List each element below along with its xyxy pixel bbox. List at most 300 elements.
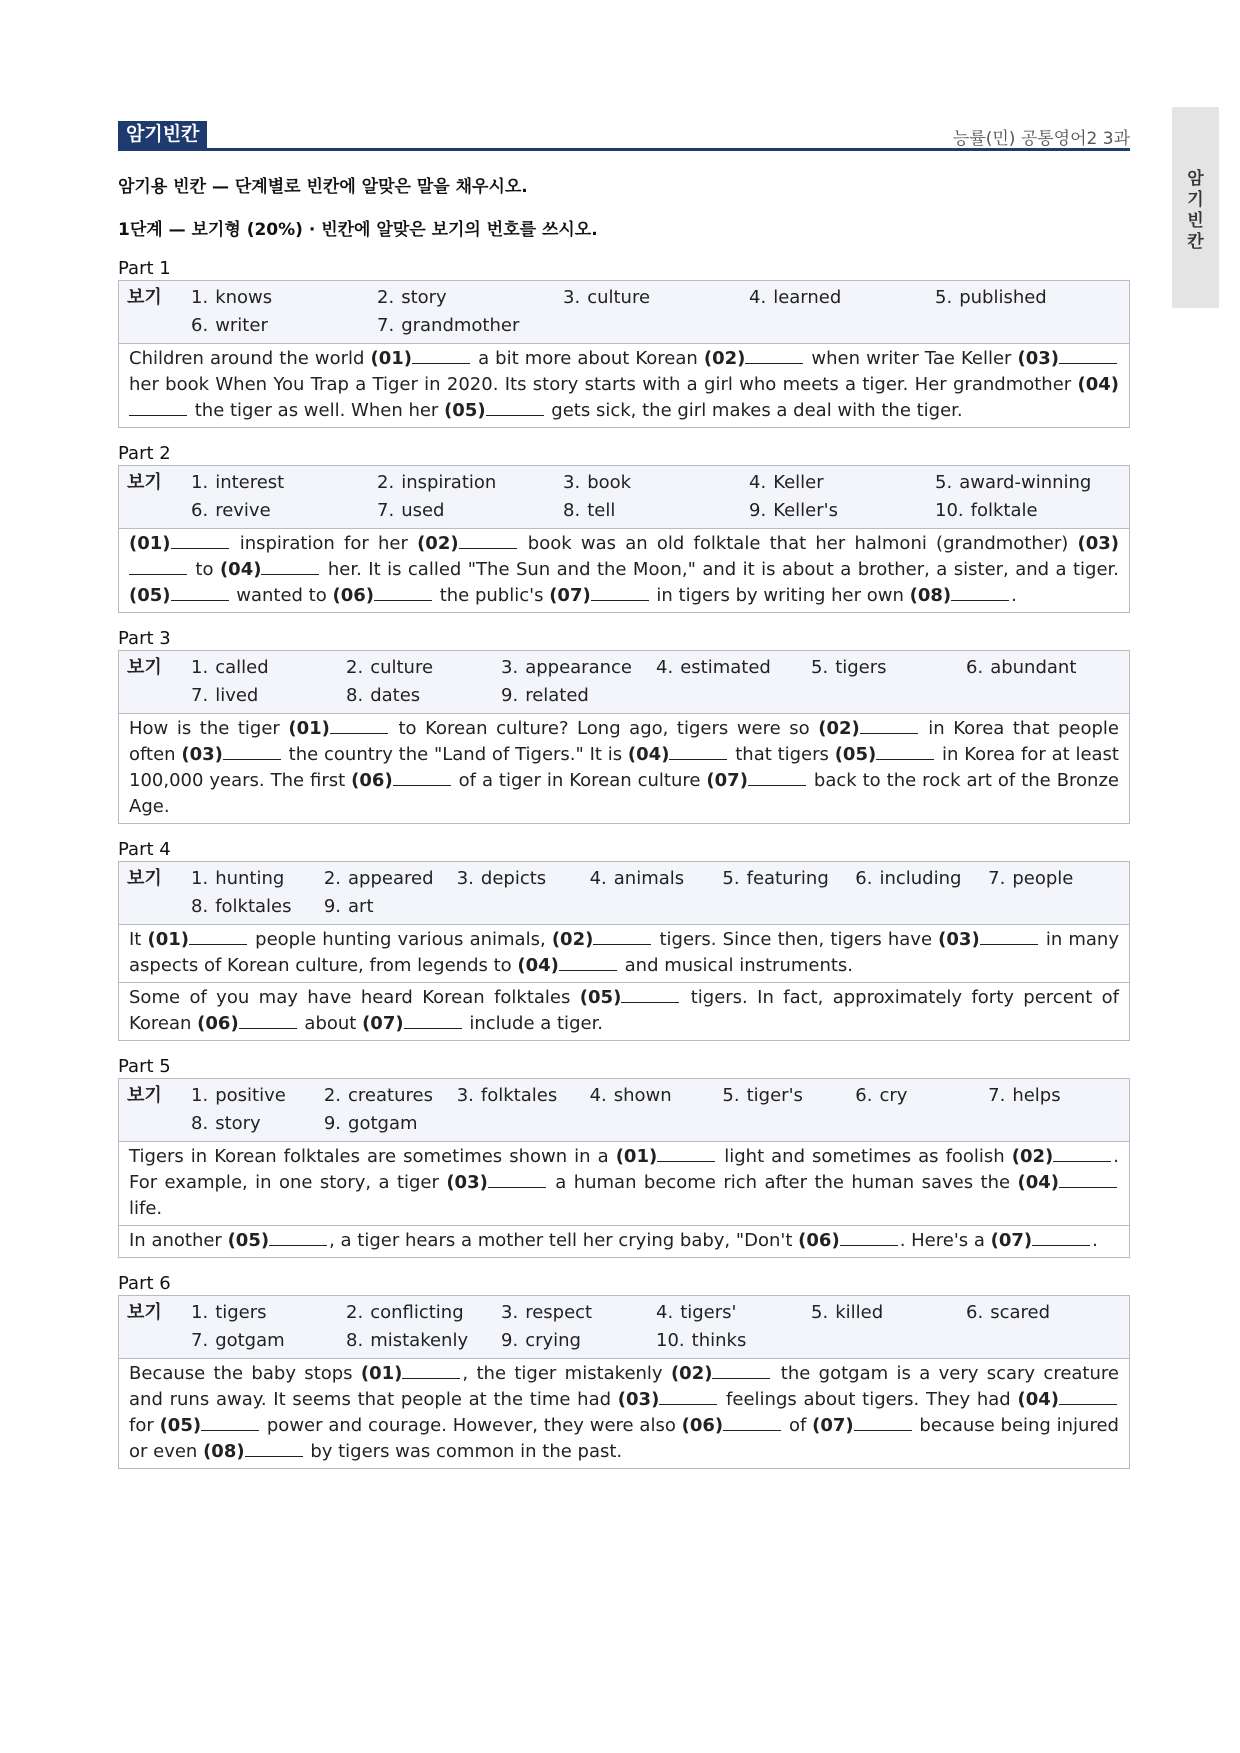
choice-number: 1. [191, 1085, 209, 1106]
passage-fragment: tigers. Since then, tigers have [653, 929, 939, 950]
passage-fragment: by tigers was common in the past. [304, 1441, 623, 1462]
blank-number: (05) [129, 585, 171, 606]
choice-number: 3. [456, 868, 474, 889]
choice-item [966, 654, 1121, 682]
choice-item [749, 284, 935, 312]
choice-number: 8. [346, 1330, 364, 1351]
blank-number: (01) [615, 1146, 658, 1167]
choice-number: 10. [656, 1330, 685, 1351]
choice-box-label: 보기 [127, 868, 162, 889]
passage-text [119, 344, 1129, 427]
passage-fragment: life. [129, 1198, 163, 1219]
answer-blank[interactable] [223, 742, 281, 760]
choice-word: inspiration [401, 472, 497, 493]
choice-word: story [215, 1113, 261, 1134]
answer-blank[interactable] [591, 583, 649, 601]
choice-item [457, 1082, 590, 1110]
choice-word: tiger's [746, 1085, 803, 1106]
answer-blank[interactable] [201, 1413, 259, 1431]
choice-box-label: 보기 [127, 1302, 162, 1323]
choice-number: 5. [935, 472, 953, 493]
choice-box [119, 862, 1129, 925]
blank-number: (04) [1017, 1172, 1059, 1193]
part-label: Part 5 [118, 1056, 171, 1077]
passage-fragment: to [189, 559, 220, 580]
blank-number: (05) [227, 1230, 270, 1251]
passage-fragment: , a tiger hears a mother tell her crying baby, "Don't [329, 1230, 799, 1251]
choice-number: 5. [935, 287, 953, 308]
page-header [118, 118, 1130, 151]
choice-word: Keller [773, 472, 824, 493]
passage-fragment: gets sick, the girl makes a deal with the tiger. [545, 400, 963, 421]
blank-number: (06) [681, 1415, 724, 1436]
passage-fragment: Some of you may have heard Korean folktales [129, 987, 580, 1008]
choice-word: mistakenly [370, 1330, 469, 1351]
choice-item [988, 1082, 1121, 1110]
passage-fragment: the tiger as well. When her [189, 400, 445, 421]
blank-number: (03) [446, 1172, 488, 1193]
blank-number: (07) [549, 585, 591, 606]
choice-word: learned [773, 287, 842, 308]
answer-blank[interactable] [1053, 1144, 1111, 1162]
choice-box-label: 보기 [127, 287, 162, 308]
answer-blank[interactable] [876, 742, 934, 760]
choice-number: 7. [377, 315, 395, 336]
choice-word: shown [613, 1085, 672, 1106]
choice-number: 8. [346, 685, 364, 706]
answer-blank[interactable] [486, 398, 544, 416]
choice-item [590, 865, 723, 893]
answer-blank[interactable] [412, 346, 470, 364]
blank-number: (03) [617, 1389, 660, 1410]
choice-item [346, 682, 501, 710]
choice-word: interest [215, 472, 285, 493]
answer-blank[interactable] [402, 1361, 460, 1379]
answer-blank[interactable] [593, 927, 651, 945]
choice-item [855, 865, 988, 893]
choice-number: 10. [935, 500, 964, 521]
choice-number: 9. [501, 1330, 519, 1351]
answer-blank[interactable] [269, 1228, 327, 1246]
choice-item [191, 682, 346, 710]
answer-blank[interactable] [374, 583, 432, 601]
choice-number: 3. [563, 287, 581, 308]
part-box [118, 650, 1130, 824]
choice-word: creatures [348, 1085, 433, 1106]
blank-number: (03) [1077, 533, 1119, 554]
answer-blank[interactable] [171, 531, 229, 549]
choice-number: 6. [855, 1085, 873, 1106]
passage-fragment: . [1011, 585, 1017, 606]
answer-blank[interactable] [669, 742, 727, 760]
choice-item [346, 654, 501, 682]
choice-word: thinks [691, 1330, 747, 1351]
choice-number: 4. [589, 868, 607, 889]
choice-word: gotgam [215, 1330, 285, 1351]
passage-fragment: back to the rock art of the Bronze Age. [129, 770, 1119, 817]
answer-blank[interactable] [459, 531, 517, 549]
choice-item [855, 1082, 988, 1110]
blank-number: (06) [197, 1013, 239, 1034]
choice-number: 6. [191, 500, 209, 521]
blank-number: (02) [670, 1363, 713, 1384]
passage-text [119, 925, 1129, 983]
choice-word: killed [835, 1302, 884, 1323]
blank-number: (07) [706, 770, 748, 791]
passage-fragment: that tigers [729, 744, 835, 765]
passage-fragment: Children around the world [129, 348, 371, 369]
answer-blank[interactable] [860, 716, 918, 734]
parts-container [118, 258, 1130, 1484]
answer-blank[interactable] [745, 346, 803, 364]
answer-blank[interactable] [129, 398, 187, 416]
choice-list [191, 865, 1121, 921]
choice-item [191, 312, 377, 340]
choice-number: 2. [323, 1085, 342, 1106]
passage-fragment: to Korean culture? Long ago, tigers were so [389, 718, 819, 739]
choice-number: 4. [749, 472, 767, 493]
passage-text [119, 529, 1129, 612]
choice-item [324, 893, 457, 921]
choice-word: gotgam [348, 1113, 418, 1134]
choice-word: helps [1012, 1085, 1061, 1106]
choice-item [935, 469, 1121, 497]
passage-text [119, 1359, 1129, 1468]
choice-item [191, 865, 324, 893]
part-section [118, 839, 1130, 1041]
choice-word: respect [525, 1302, 593, 1323]
choice-number: 9. [501, 685, 519, 706]
part-box [118, 280, 1130, 428]
choice-word: art [348, 896, 374, 917]
passage-fragment: book was an old folktale that her halmoni (grandmother) [518, 533, 1078, 554]
choice-number: 1. [191, 657, 209, 678]
choice-box [119, 651, 1129, 714]
passage-fragment: , the tiger mistakenly [462, 1363, 671, 1384]
blank-number: (03) [938, 929, 980, 950]
answer-blank[interactable] [621, 985, 679, 1003]
answer-blank[interactable] [488, 1170, 546, 1188]
blank-number: (02) [818, 718, 860, 739]
choice-box-label: 보기 [127, 1085, 162, 1106]
choice-word: dates [370, 685, 421, 706]
blank-number: (04) [627, 744, 670, 765]
choice-word: tigers [215, 1302, 267, 1323]
part-section [118, 1273, 1130, 1469]
answer-blank[interactable] [723, 1413, 781, 1431]
choice-item [811, 1299, 966, 1327]
choice-number: 4. [749, 287, 767, 308]
choice-word: award-winning [959, 472, 1092, 493]
choice-number: 2. [323, 868, 342, 889]
answer-blank[interactable] [712, 1361, 770, 1379]
part-box [118, 861, 1130, 1041]
passage-fragment: people hunting various animals, [249, 929, 552, 950]
blank-number: (01) [360, 1363, 403, 1384]
choice-item [191, 1299, 346, 1327]
choice-item [377, 312, 563, 340]
blank-number: (07) [812, 1415, 854, 1436]
choice-item [501, 682, 656, 710]
choice-number: 4. [656, 657, 674, 678]
choice-word: culture [370, 657, 434, 678]
choice-word: tell [587, 500, 616, 521]
part-label: Part 2 [118, 443, 171, 464]
answer-blank[interactable] [1032, 1228, 1090, 1246]
blank-number: (07) [362, 1013, 404, 1034]
choice-word: including [879, 868, 962, 889]
passage-fragment: in Korea that people often [129, 718, 1119, 765]
choice-number: 8. [191, 1113, 209, 1134]
passage-fragment: a human become rich after the human saves the [547, 1172, 1018, 1193]
part-label: Part 6 [118, 1273, 171, 1294]
passage-fragment: . For example, in one story, a tiger [129, 1146, 1119, 1193]
choice-number: 6. [855, 868, 873, 889]
blank-number: (05) [444, 400, 486, 421]
answer-blank[interactable] [129, 557, 187, 575]
choice-item [377, 469, 563, 497]
choice-number: 4. [589, 1085, 607, 1106]
choice-item [324, 1110, 457, 1138]
choice-number: 3. [563, 472, 581, 493]
passage-fragment: . Here's a [899, 1230, 991, 1251]
choice-number: 1. [191, 1302, 209, 1323]
main-instruction: 암기용 빈칸 — 단계별로 빈칸에 알맞은 말을 채우시오. [118, 177, 528, 197]
choice-number: 6. [191, 315, 209, 336]
passage-fragment: feelings about tigers. They had [719, 1389, 1018, 1410]
choice-word: people [1012, 868, 1074, 889]
choice-box-label: 보기 [127, 657, 162, 678]
choice-item [191, 654, 346, 682]
part-label: Part 1 [118, 258, 171, 279]
choice-number: 3. [501, 657, 519, 678]
blank-number: (04) [517, 955, 559, 976]
passage-text [119, 1226, 1129, 1257]
part-label: Part 3 [118, 628, 171, 649]
choice-item [811, 654, 966, 682]
choice-item [191, 1110, 324, 1138]
blank-number: (05) [834, 744, 877, 765]
blank-number: (06) [798, 1230, 840, 1251]
choice-list [191, 654, 1121, 710]
choice-number: 2. [377, 287, 395, 308]
part-box [118, 465, 1130, 613]
blank-number: (04) [1077, 374, 1119, 395]
passage-fragment: when writer Tae Keller [805, 348, 1018, 369]
choice-word: positive [215, 1085, 286, 1106]
choice-word: folktales [215, 896, 292, 917]
choice-item [501, 1327, 656, 1355]
blank-number: (08) [909, 585, 952, 606]
choice-number: 7. [988, 868, 1006, 889]
part-box [118, 1078, 1130, 1258]
answer-blank[interactable] [1059, 346, 1117, 364]
choice-number: 5. [722, 1085, 740, 1106]
choice-number: 1. [191, 287, 209, 308]
choice-item [346, 1327, 501, 1355]
choice-number: 3. [456, 1085, 474, 1106]
choice-box [119, 1296, 1129, 1359]
section-badge: 암기빈칸 [118, 121, 207, 148]
choice-box [119, 1079, 1129, 1142]
choice-item [988, 865, 1121, 893]
part-section [118, 1056, 1130, 1258]
passage-text [119, 714, 1129, 823]
answer-blank[interactable] [657, 1144, 715, 1162]
passage-fragment: . [1092, 1230, 1098, 1251]
passage-fragment: of [783, 1415, 813, 1436]
choice-item [191, 469, 377, 497]
blank-number: (02) [551, 929, 594, 950]
answer-blank[interactable] [245, 1439, 303, 1457]
choice-box [119, 466, 1129, 529]
choice-word: related [525, 685, 589, 706]
choice-item [191, 497, 377, 525]
part-box [118, 1295, 1130, 1469]
choice-number: 7. [988, 1085, 1006, 1106]
passage-fragment: tigers. In fact, approximately forty percent of Korean [129, 987, 1119, 1034]
choice-item [563, 469, 749, 497]
choice-word: animals [613, 868, 685, 889]
choice-number: 7. [191, 685, 209, 706]
choice-box [119, 281, 1129, 344]
answer-blank[interactable] [559, 953, 617, 971]
choice-item [501, 654, 656, 682]
blank-number: (06) [351, 770, 393, 791]
part-section [118, 258, 1130, 428]
stage-instruction: 1단계 — 보기형 (20%) · 빈칸에 알맞은 보기의 번호를 쓰시오. [118, 220, 598, 240]
blank-number: (01) [147, 929, 190, 950]
passage-fragment: and musical instruments. [618, 955, 854, 976]
choice-number: 2. [346, 657, 364, 678]
answer-blank[interactable] [840, 1228, 898, 1246]
choice-word: tigers' [680, 1302, 737, 1323]
choice-list [191, 469, 1121, 525]
part-label: Part 4 [118, 839, 171, 860]
answer-blank[interactable] [854, 1413, 912, 1431]
answer-blank[interactable] [1059, 1170, 1117, 1188]
answer-blank[interactable] [748, 768, 806, 786]
choice-word: folktale [970, 500, 1038, 521]
blank-number: (08) [203, 1441, 245, 1462]
choice-number: 3. [501, 1302, 519, 1323]
choice-list [191, 284, 1121, 340]
passage-fragment: Tigers in Korean folktales are sometimes shown in a [129, 1146, 616, 1167]
answer-blank[interactable] [239, 1011, 297, 1029]
answer-blank[interactable] [404, 1011, 462, 1029]
answer-blank[interactable] [659, 1387, 717, 1405]
choice-item [722, 1082, 855, 1110]
blank-number: (05) [159, 1415, 202, 1436]
part-section [118, 628, 1130, 824]
passage-fragment: in Korea for at least 100,000 years. The first [129, 744, 1119, 791]
choice-number: 9. [749, 500, 767, 521]
choice-word: writer [215, 315, 268, 336]
choice-box-label: 보기 [127, 472, 162, 493]
passage-fragment: the gotgam is a very scary creature and runs away. It seems that people at the time had [129, 1363, 1119, 1410]
course-title: 능률(민) 공통영어2 3과 [952, 129, 1130, 149]
choice-item [377, 284, 563, 312]
blank-number: (01) [370, 348, 413, 369]
choice-number: 2. [377, 472, 395, 493]
choice-word: lived [215, 685, 259, 706]
passage-fragment: the public's [433, 585, 550, 606]
answer-blank[interactable] [330, 716, 388, 734]
choice-item [191, 284, 377, 312]
passage-fragment: in tigers by writing her own [650, 585, 910, 606]
choice-word: featuring [746, 868, 829, 889]
choice-word: published [959, 287, 1047, 308]
choice-word: story [401, 287, 447, 308]
choice-word: scared [990, 1302, 1050, 1323]
choice-word: appeared [348, 868, 434, 889]
choice-word: conflicting [370, 1302, 464, 1323]
answer-blank[interactable] [261, 557, 319, 575]
passage-fragment: a bit more about Korean [472, 348, 704, 369]
choice-item [501, 1299, 656, 1327]
choice-word: cry [879, 1085, 908, 1106]
blank-number: (02) [417, 533, 459, 554]
choice-number: 7. [377, 500, 395, 521]
choice-item [457, 865, 590, 893]
choice-word: revive [215, 500, 271, 521]
choice-item [346, 1299, 501, 1327]
blank-number: (02) [703, 348, 746, 369]
passage-fragment: for [129, 1415, 160, 1436]
answer-blank[interactable] [1059, 1387, 1117, 1405]
choice-item [656, 1299, 811, 1327]
passage-text [119, 1142, 1129, 1226]
choice-item [377, 497, 563, 525]
passage-fragment: her. It is called "The Sun and the Moon," and it is about a brother, a sister, and a tiger. [321, 559, 1120, 580]
blank-number: (05) [579, 987, 622, 1008]
choice-number: 5. [811, 657, 829, 678]
choice-number: 9. [323, 1113, 342, 1134]
blank-number: (03) [1017, 348, 1060, 369]
side-tab-label: 암 기 빈 칸 [1187, 169, 1204, 252]
passage-fragment: include a tiger. [463, 1013, 604, 1034]
passage-fragment: power and courage. However, they were also [261, 1415, 682, 1436]
choice-word: hunting [215, 868, 285, 889]
answer-blank[interactable] [393, 768, 451, 786]
choice-word: called [215, 657, 269, 678]
choice-word: appearance [525, 657, 632, 678]
answer-blank[interactable] [951, 583, 1009, 601]
answer-blank[interactable] [171, 583, 229, 601]
choice-item [191, 893, 324, 921]
passage-fragment: In another [129, 1230, 228, 1251]
blank-number: (03) [181, 744, 223, 765]
answer-blank[interactable] [189, 927, 247, 945]
choice-number: 6. [966, 657, 984, 678]
choice-number: 6. [966, 1302, 984, 1323]
answer-blank[interactable] [980, 927, 1038, 945]
choice-word: crying [525, 1330, 581, 1351]
passage-fragment: Because the baby stops [129, 1363, 361, 1384]
part-section [118, 443, 1130, 613]
choice-item [935, 497, 1121, 525]
choice-number: 8. [563, 500, 581, 521]
choice-item [324, 865, 457, 893]
choice-number: 1. [191, 472, 209, 493]
passage-fragment: about [298, 1013, 363, 1034]
choice-item [563, 497, 749, 525]
choice-word: depicts [480, 868, 547, 889]
choice-item [722, 865, 855, 893]
side-tab [1172, 107, 1219, 308]
choice-word: folktales [480, 1085, 558, 1106]
passage-fragment: of a tiger in Korean culture [452, 770, 707, 791]
